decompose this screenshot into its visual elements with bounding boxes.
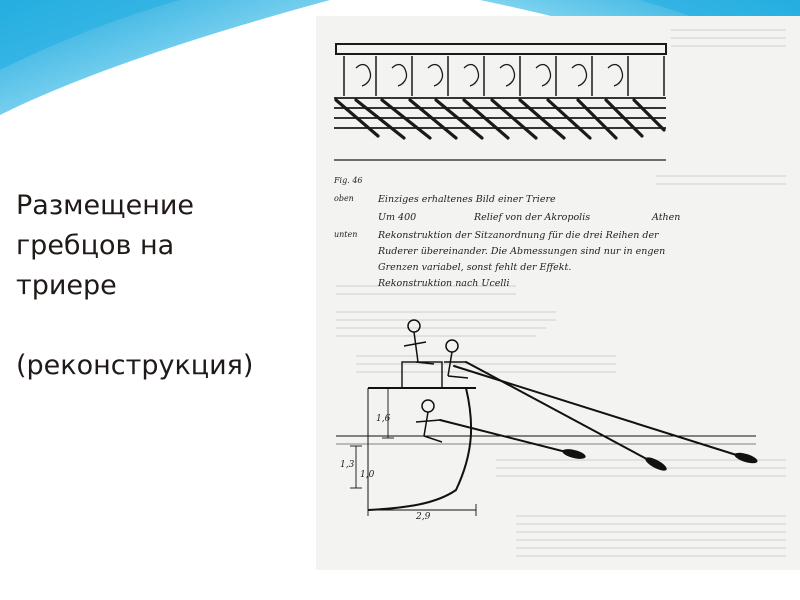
scanned-book-page bbox=[316, 16, 800, 570]
caption-line-1: Einziges erhaltenes Bild einer Triere bbox=[378, 194, 556, 205]
reconstruction-diagram bbox=[336, 320, 759, 516]
slide-subtitle: (реконструкция) bbox=[16, 350, 254, 381]
caption-line-3: Rekonstruktion der Sitzanordnung für die drei Reihen der bbox=[378, 230, 659, 241]
caption-line-4: Ruderer übereinander. Die Abmessungen sind nur in engen bbox=[378, 246, 666, 257]
slide-title bbox=[16, 186, 306, 386]
slide-title-line: гребцов на bbox=[16, 230, 175, 261]
oben-label: oben bbox=[334, 194, 354, 203]
slide-title-line: Размещение bbox=[16, 190, 195, 221]
trireme-illustration bbox=[316, 16, 800, 570]
dimension-label: 1,0 bbox=[360, 470, 375, 480]
caption-line-6: Rekonstruktion nach Ucelli bbox=[378, 278, 510, 289]
caption-line-2-left: Um 400 bbox=[378, 212, 417, 223]
dimension-label: 2,9 bbox=[416, 512, 431, 522]
caption-line-2-mid: Relief von der Akropolis bbox=[474, 212, 591, 223]
fig-label: Fig. 46 bbox=[334, 176, 363, 185]
unten-label: unten bbox=[334, 230, 358, 239]
dimension-label: 1,3 bbox=[340, 460, 355, 470]
relief-drawing bbox=[334, 44, 666, 160]
caption-line-5: Grenzen variabel, sonst fehlt der Effekt. bbox=[378, 262, 572, 273]
caption-line-2-right: Athen bbox=[652, 212, 681, 223]
dimension-label: 1,6 bbox=[376, 414, 391, 424]
slide-title-line: триере bbox=[16, 270, 117, 301]
title-spacer bbox=[16, 306, 306, 346]
